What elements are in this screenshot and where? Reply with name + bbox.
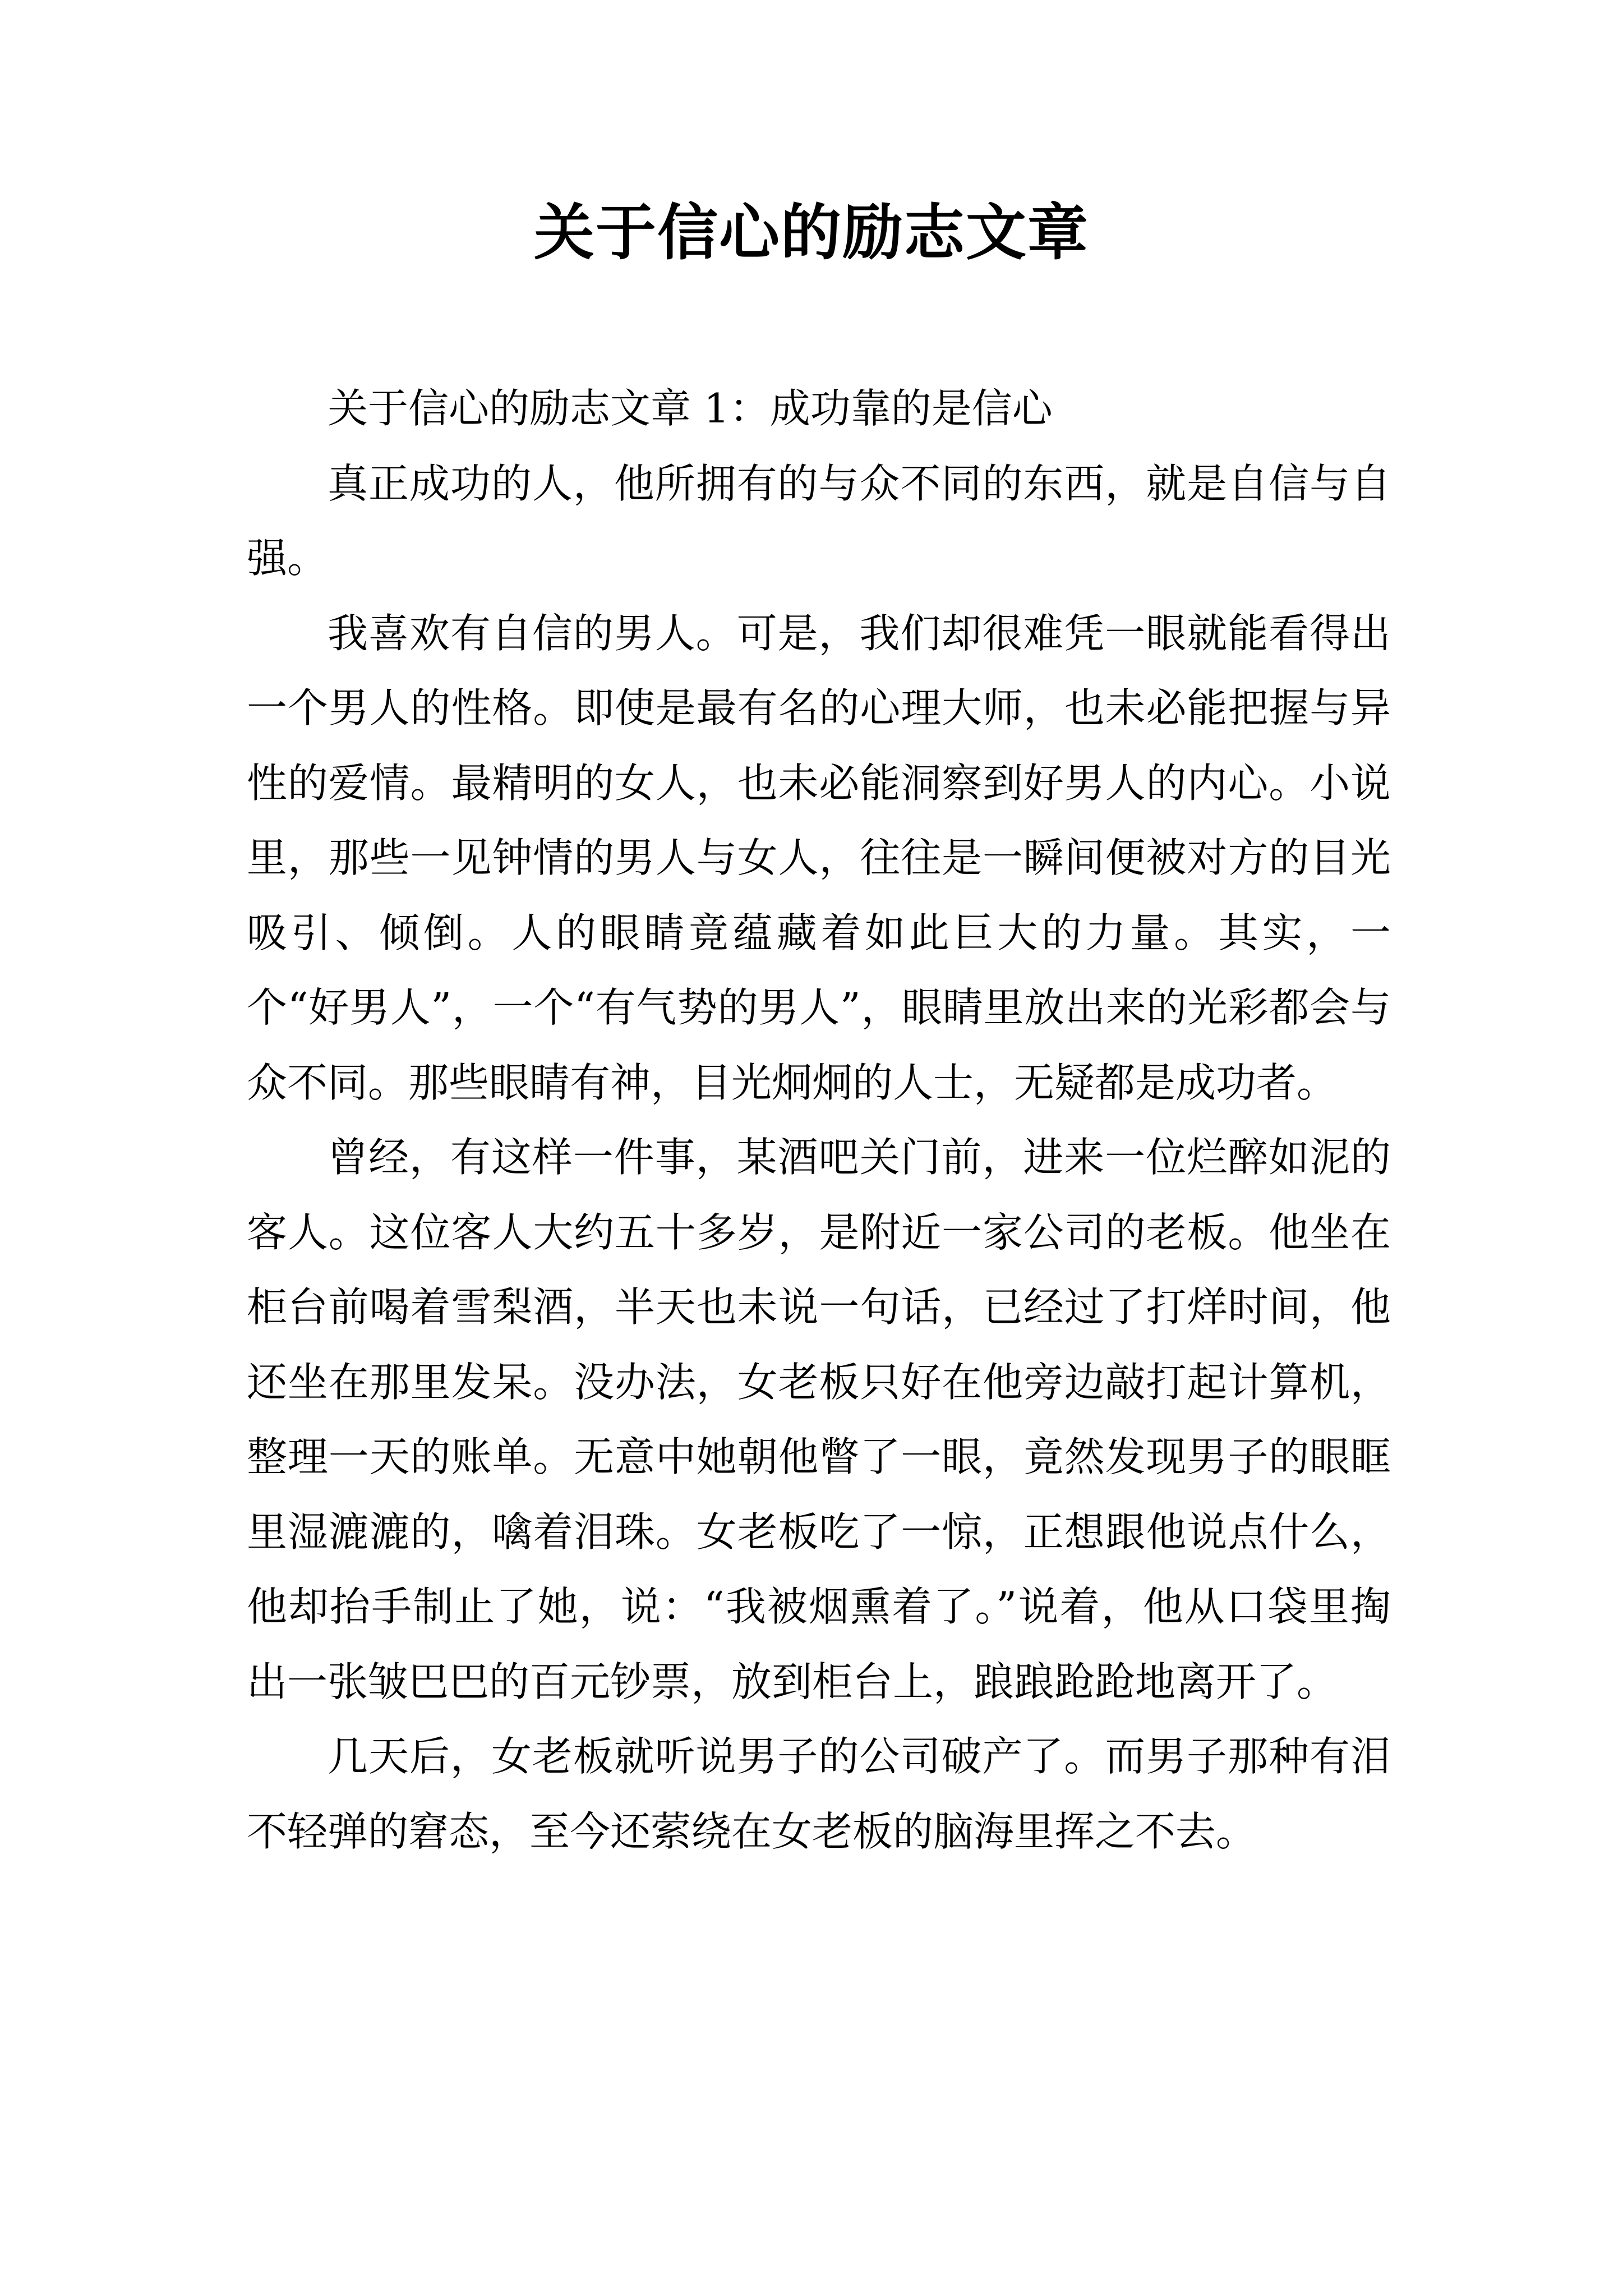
body-paragraph: 曾经，有这样一件事，某酒吧关门前，进来一位烂醉如泥的客人。这位客人大约五十多岁，是附近一家公司的老板。他坐在柜台前喝着雪梨酒，半天也未说一句话，已经过了打烊时间，他还坐在那里发呆。没办法，女老板只好在他旁边敲打起计算机，整理一天的账单。无意中她朝他瞥了一眼，竟然发现男子的眼眶里湿漉漉的，噙着泪珠。女老板吃了一惊，正想跟他说点什么，他却抬手制止了她，说：“我被烟熏着了。”说着，他从口袋里掏出一张皱巴巴的百元钞票，放到柜台上，踉踉跄跄地离开了。	[247, 1134, 1391, 1705]
body-paragraph: 真正成功的人，他所拥有的与众不同的东西，就是自信与自强。	[247, 459, 1391, 582]
document-title: 关于信心的励志文章	[533, 197, 1089, 268]
section-heading: 关于信心的励志文章 1：成功靠的是信心	[328, 385, 1053, 432]
document-body	[247, 371, 1391, 1869]
body-paragraph: 我喜欢有自信的男人。可是，我们却很难凭一眼就能看得出一个男人的性格。即使是最有名的心理大师，也未必能把握与异性的爱情。最精明的女人，也未必能洞察到好男人的内心。小说里，那些一见钟情的男人与女人，往往是一瞬间便被对方的目光吸引、倾倒。人的眼睛竟蕴藏着如此巨大的力量。其实，一个“好男人”，一个“有气势的男人”，眼睛里放出来的光彩都会与众不同。那些眼睛有神，目光炯炯的人士，无疑都是成功者。	[247, 609, 1391, 1106]
body-paragraph: 几天后，女老板就听说男子的公司破产了。而男子那种有泪不轻弹的窘态，至今还萦绕在女老板的脑海里挥之不去。	[247, 1733, 1391, 1855]
